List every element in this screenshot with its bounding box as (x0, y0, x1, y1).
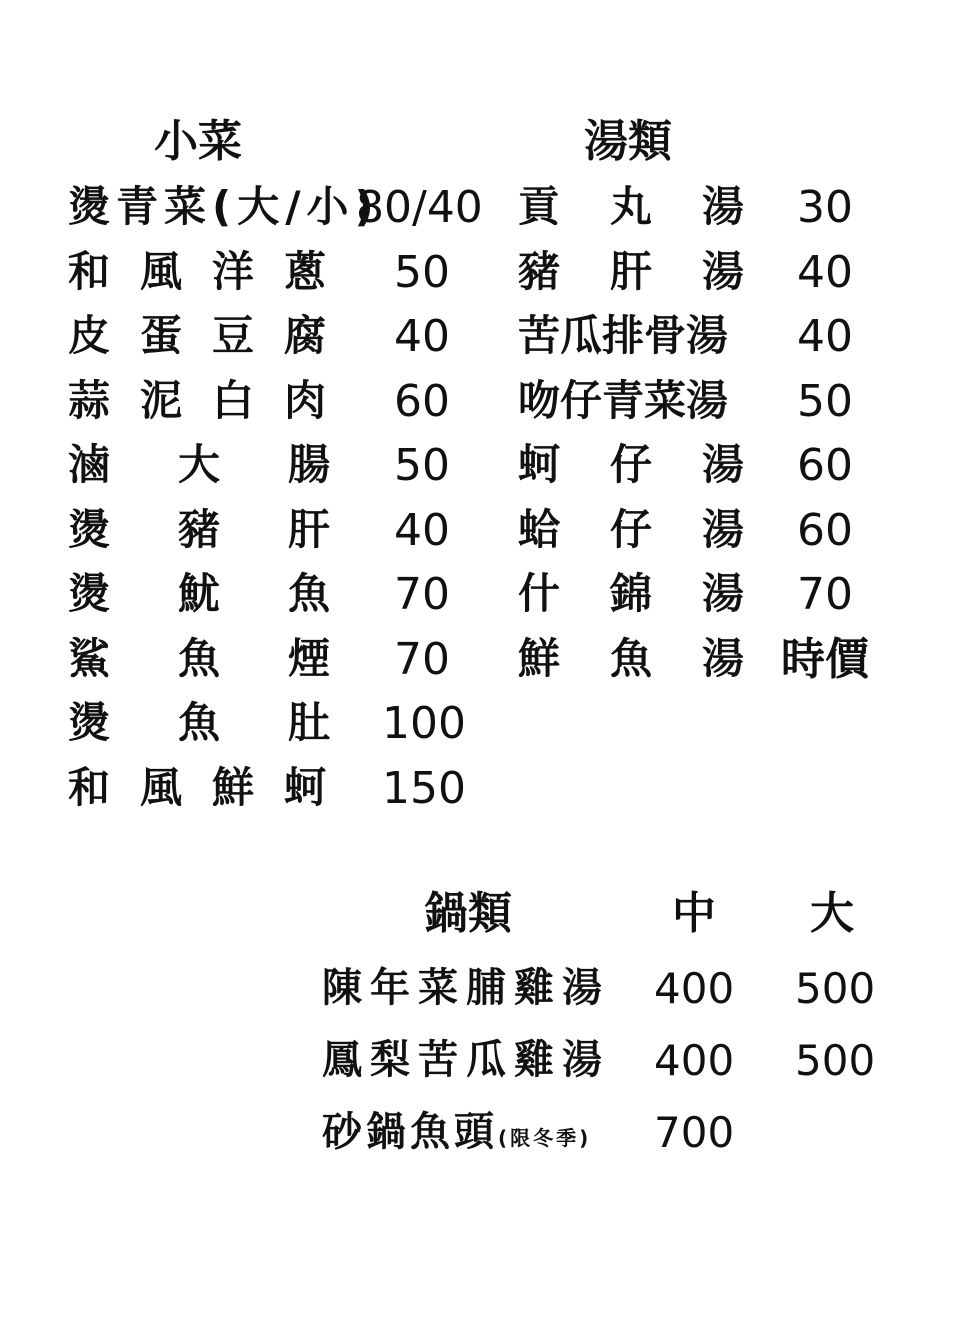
tanglei-item-name: 豬肝湯 (518, 247, 795, 296)
xiaocai-item-name: 燙青菜(大/小) (68, 182, 380, 231)
xiaocai-item-price: 50 (394, 247, 450, 298)
guolei-item-medium: 700 (654, 1108, 735, 1157)
tanglei-item-price: 40 (797, 311, 853, 362)
guolei-col-large: 大 (810, 888, 854, 939)
xiaocai-item-price: 80/40 (356, 182, 483, 233)
tanglei-item-price: 30 (797, 182, 853, 233)
xiaocai-item-name: 燙豬肝 (68, 505, 399, 554)
tanglei-item-price: 40 (797, 247, 853, 298)
xiaocai-item-price: 40 (394, 505, 450, 556)
xiaocai-item-name: 燙魚肚 (68, 698, 399, 747)
tanglei-heading: 湯類 (584, 116, 672, 167)
guolei-item-large: 500 (795, 1036, 876, 1085)
xiaocai-item-price: 60 (394, 376, 450, 427)
xiaocai-item-price: 70 (394, 634, 450, 685)
tanglei-item-price: 70 (797, 569, 853, 620)
xiaocai-item-name: 和風鮮蚵 (68, 763, 357, 812)
tanglei-item-price: 50 (797, 376, 853, 427)
guolei-item-medium: 400 (654, 964, 735, 1013)
tanglei-item-name: 苦瓜排骨湯 (518, 311, 729, 360)
xiaocai-item-name: 燙魷魚 (68, 569, 399, 618)
xiaocai-item-name: 和風洋蔥 (68, 247, 357, 296)
guolei-item-row (322, 1109, 592, 1155)
tanglei-item-name: 吻仔青菜湯 (518, 376, 729, 425)
guolei-col-medium: 中 (672, 888, 716, 939)
xiaocai-item-name: 皮蛋豆腐 (68, 311, 357, 360)
tanglei-item-name: 蚵仔湯 (518, 440, 795, 489)
tanglei-item-name: 什錦湯 (518, 569, 795, 618)
guolei-heading: 鍋類 (424, 888, 512, 939)
guolei-item-name: 陳年菜脯雞湯 (322, 965, 610, 1011)
guolei-item-note: (限冬季) (498, 1126, 592, 1150)
guolei-item-large: 500 (795, 964, 876, 1013)
xiaocai-item-price: 40 (394, 311, 450, 362)
xiaocai-item-name: 鯊魚煙 (68, 634, 399, 683)
xiaocai-item-name: 滷大腸 (68, 440, 399, 489)
xiaocai-item-price: 150 (382, 763, 466, 814)
guolei-item-name: 砂鍋魚頭 (322, 1109, 498, 1155)
xiaocai-item-price: 100 (382, 698, 466, 749)
tanglei-item-price: 60 (797, 505, 853, 556)
xiaocai-item-price: 50 (394, 440, 450, 491)
xiaocai-item-name: 蒜泥白肉 (68, 376, 357, 425)
guolei-item-name: 鳳梨苦瓜雞湯 (322, 1037, 610, 1083)
guolei-item-medium: 400 (654, 1036, 735, 1085)
tanglei-item-name: 蛤仔湯 (518, 505, 795, 554)
tanglei-item-price: 時價 (781, 634, 869, 685)
tanglei-item-name: 貢丸湯 (518, 182, 795, 231)
tanglei-item-price: 60 (797, 440, 853, 491)
xiaocai-item-price: 70 (394, 569, 450, 620)
xiaocai-heading: 小菜 (154, 116, 242, 167)
tanglei-item-name: 鮮魚湯 (518, 634, 795, 683)
